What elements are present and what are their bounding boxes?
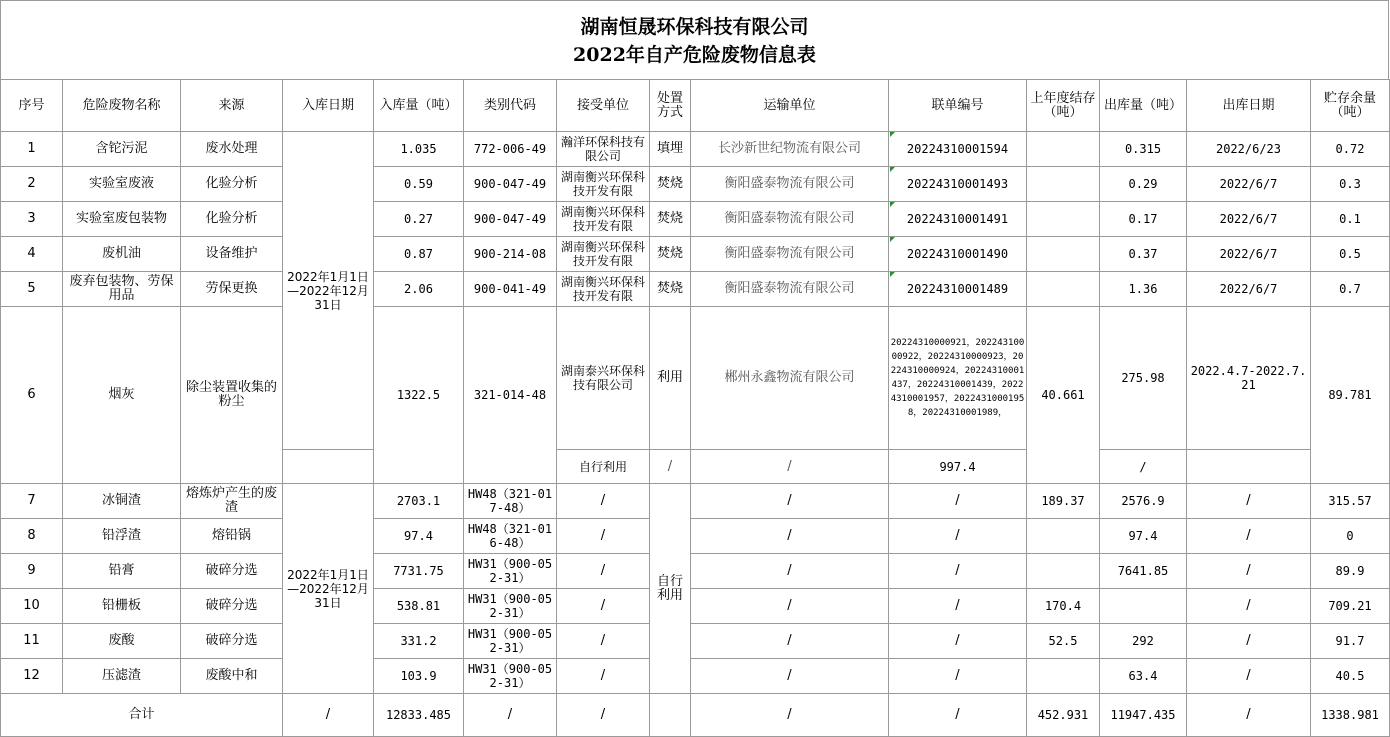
cell-name[interactable]: 冰铜渣 [63,484,181,519]
cell-manifest[interactable] [889,132,1027,167]
table-subtitle: 2022年自产危险废物信息表 [573,44,816,66]
table-row [1,659,1390,694]
total-receiver[interactable]: / [557,694,650,737]
cell-manifest-list[interactable]: 20224310000921，20224310000922，20224310000923，20224310000924，20224310001437，20224310001439，20224310001957，20224310001958，20224310001989， [889,307,1027,450]
cell-name[interactable]: 废机油 [63,237,181,272]
cell-transport[interactable]: 衡阳盛泰物流有限公司 [691,202,889,237]
cell-manifest[interactable]: / [889,624,1027,659]
cell-source[interactable]: 化验分析 [181,202,283,237]
table-row [1,484,1390,519]
header-in-date[interactable]: 入库日期 [283,80,374,132]
cell-last-year[interactable] [1027,519,1100,554]
cell-receiver[interactable]: / [557,589,650,624]
cell-transport[interactable]: 郴州永鑫物流有限公司 [691,307,889,450]
cell-method-sub[interactable]: 自行利用 [557,450,650,484]
cell-in-qty[interactable]: 2703.1 [374,484,464,519]
cell-last-year[interactable] [1027,167,1100,202]
cell-out-qty[interactable]: 7641.85 [1100,554,1187,589]
cell-stock[interactable]: 0.7 [1311,272,1390,307]
cell-out-date[interactable]: / [1187,659,1311,694]
total-code[interactable]: / [464,694,557,737]
cell-in-qty[interactable]: 331.2 [374,624,464,659]
cell-out-qty[interactable]: 0.17 [1100,202,1187,237]
cell-source[interactable]: 破碎分选 [181,589,283,624]
cell-source[interactable]: 废酸中和 [181,659,283,694]
cell-out-qty[interactable]: 63.4 [1100,659,1187,694]
cell-last-year[interactable] [1027,237,1100,272]
cell-in-qty[interactable]: 538.81 [374,589,464,624]
cell-method[interactable]: 利用 [650,307,691,450]
header-receiver[interactable]: 接受单位 [557,80,650,132]
cell-method[interactable]: 焚烧 [650,237,691,272]
cell-seq[interactable]: 11 [1,624,63,659]
cell-receiver[interactable]: 瀚洋环保科技有限公司 [557,132,650,167]
cell-out-qty[interactable]: 97.4 [1100,519,1187,554]
cell-last-year[interactable] [1027,202,1100,237]
cell-transport[interactable]: / [691,589,889,624]
cell-out-qty[interactable]: 0.315 [1100,132,1187,167]
cell-in-qty[interactable]: 1.035 [374,132,464,167]
header-seq[interactable]: 序号 [1,80,63,132]
cell-source[interactable]: 废水处理 [181,132,283,167]
cell-transport[interactable]: / [691,519,889,554]
cell-in-qty[interactable]: 7731.75 [374,554,464,589]
cell-name[interactable]: 含铊污泥 [63,132,181,167]
cell-source[interactable]: 设备维护 [181,237,283,272]
cell-receiver[interactable]: / [557,484,650,519]
cell-name[interactable]: 铅浮渣 [63,519,181,554]
cell-out-qty[interactable]: 275.98 [1100,307,1187,450]
cell-code[interactable]: HW31（900-052-31） [464,624,557,659]
hazardous-waste-table [0,79,1390,737]
cell-transport[interactable]: 衡阳盛泰物流有限公司 [691,167,889,202]
cell-transport[interactable]: / [691,554,889,589]
cell-manifest[interactable] [889,272,1027,307]
cell-method[interactable]: 填埋 [650,132,691,167]
cell-in-date-group-2[interactable]: 2022年1月1日—2022年12月31日 [283,484,374,694]
cell-seq[interactable]: 5 [1,272,63,307]
header-stock[interactable]: 贮存余量（吨） [1311,80,1390,132]
cell-out-date[interactable]: / [1187,589,1311,624]
cell-source[interactable]: 破碎分选 [181,624,283,659]
cell-receiver[interactable]: 湖南衡兴环保科技开发有限 [557,272,650,307]
company-title: 湖南恒晟环保科技有限公司 [580,16,809,38]
cell-name[interactable]: 废弃包装物、劳保用品 [63,272,181,307]
cell-name[interactable]: 废酸 [63,624,181,659]
cell-out-date[interactable]: / [1187,484,1311,519]
table-row [1,167,1390,202]
total-in-qty[interactable]: 12833.485 [374,694,464,737]
cell-receiver[interactable]: 湖南衡兴环保科技开发有限 [557,237,650,272]
cell-seq[interactable]: 1 [1,132,63,167]
cell-code[interactable]: 900-047-49 [464,202,557,237]
cell-in-date-group-1[interactable]: 2022年1月1日—2022年12月31日 [283,132,374,450]
cell-manifest[interactable]: / [889,589,1027,624]
cell-last-year[interactable] [1027,132,1100,167]
cell-out-date[interactable]: 2022/6/23 [1187,132,1311,167]
cell-stock[interactable]: 0.1 [1311,202,1390,237]
header-transport[interactable]: 运输单位 [691,80,889,132]
cell-out-date[interactable]: 2022/6/7 [1187,272,1311,307]
cell-out-qty[interactable]: 0.37 [1100,237,1187,272]
cell-name[interactable]: 铅膏 [63,554,181,589]
cell-code[interactable]: HW31（900-052-31） [464,659,557,694]
cell-out-qty[interactable] [1100,589,1187,624]
cell-name[interactable]: 烟灰 [63,307,181,484]
cell-manifest[interactable]: / [889,554,1027,589]
cell-out-qty[interactable]: 2576.9 [1100,484,1187,519]
header-name[interactable]: 危险废物名称 [63,80,181,132]
cell-out-qty[interactable]: 292 [1100,624,1187,659]
table-row [1,519,1390,554]
title-block [0,0,1389,79]
cell-last-year[interactable] [1027,659,1100,694]
table-row [1,624,1390,659]
cell-stock[interactable]: 89.9 [1311,554,1390,589]
cell-manifest[interactable]: / [889,484,1027,519]
cell-receiver-sub[interactable] [283,450,374,484]
cell-stock[interactable]: 0.72 [1311,132,1390,167]
header-source[interactable]: 来源 [181,80,283,132]
cell-in-qty[interactable]: 103.9 [374,659,464,694]
cell-in-qty[interactable]: 0.87 [374,237,464,272]
cell-code[interactable]: HW31（900-052-31） [464,554,557,589]
cell-out-date[interactable]: / [1187,624,1311,659]
table-row [1,202,1390,237]
cell-out-date[interactable]: / [1187,519,1311,554]
cell-stock[interactable]: 315.57 [1311,484,1390,519]
cell-receiver[interactable]: 湖南衡兴环保科技开发有限 [557,167,650,202]
cell-transport[interactable]: / [691,624,889,659]
cell-transport[interactable]: 衡阳盛泰物流有限公司 [691,272,889,307]
cell-out-date[interactable]: 2022/6/7 [1187,237,1311,272]
cell-name[interactable]: 铅栅板 [63,589,181,624]
cell-out-qty[interactable]: 1.36 [1100,272,1187,307]
cell-last-year[interactable]: 170.4 [1027,589,1100,624]
cell-source[interactable]: 化验分析 [181,167,283,202]
cell-source[interactable]: 熔铅锅 [181,519,283,554]
table-row [1,132,1390,167]
cell-receiver[interactable]: 湖南泰兴环保科技有限公司 [557,307,650,450]
cell-method[interactable]: 焚烧 [650,202,691,237]
cell-seq[interactable]: 10 [1,589,63,624]
table-row [1,272,1390,307]
cell-out-date[interactable]: / [1187,554,1311,589]
cell-method-group[interactable]: 自行利用 [650,484,691,694]
cell-code[interactable]: HW48（321-016-48） [464,519,557,554]
cell-out-date[interactable]: 2022/6/7 [1187,202,1311,237]
cell-source[interactable]: 除尘装置收集的粉尘 [181,307,283,484]
cell-transport[interactable]: / [691,484,889,519]
cell-seq[interactable]: 6 [1,307,63,484]
total-last-year[interactable]: 452.931 [1027,694,1100,737]
header-manifest[interactable]: 联单编号 [889,80,1027,132]
header-last-year[interactable]: 上年度结存（吨） [1027,80,1100,132]
cell-last-year[interactable]: 189.37 [1027,484,1100,519]
manifest-value: 20224310001490 [906,247,1009,261]
header-row [1,80,1390,132]
cell-out-date[interactable]: 2022/6/7 [1187,167,1311,202]
manifest-value: 20224310001594 [906,142,1009,156]
cell-manifest[interactable] [889,167,1027,202]
cell-stock[interactable]: 91.7 [1311,624,1390,659]
cell-code[interactable]: 321-014-48 [464,307,557,484]
header-out-qty[interactable]: 出库量（吨） [1100,80,1187,132]
cell-source[interactable]: 劳保更换 [181,272,283,307]
cell-seq[interactable]: 8 [1,519,63,554]
cell-out-date[interactable]: 2022.4.7-2022.7.21 [1187,307,1311,450]
cell-in-qty[interactable]: 1322.5 [374,307,464,484]
cell-transport[interactable]: / [691,659,889,694]
cell-code[interactable]: 900-047-49 [464,167,557,202]
cell-last-year[interactable]: 52.5 [1027,624,1100,659]
cell-manifest-sub[interactable]: / [691,450,889,484]
cell-last-year[interactable] [1027,272,1100,307]
cell-stock[interactable]: 0.3 [1311,167,1390,202]
cell-seq[interactable]: 7 [1,484,63,519]
total-label[interactable]: 合计 [1,694,283,737]
total-manifest[interactable]: / [889,694,1027,737]
table-row [1,237,1390,272]
cell-seq[interactable]: 12 [1,659,63,694]
total-method[interactable] [650,694,691,737]
manifest-value: 20224310001489 [906,282,1009,296]
header-code[interactable]: 类别代码 [464,80,557,132]
cell-manifest[interactable]: / [889,519,1027,554]
cell-out-qty[interactable]: 0.29 [1100,167,1187,202]
table-row [1,307,1390,450]
header-in-qty[interactable]: 入库量（吨） [374,80,464,132]
cell-receiver[interactable]: / [557,659,650,694]
cell-name[interactable]: 实验室废液 [63,167,181,202]
cell-name[interactable]: 实验室废包装物 [63,202,181,237]
cell-code[interactable]: 772-006-49 [464,132,557,167]
total-transport[interactable]: / [691,694,889,737]
table-row [1,589,1390,624]
cell-out-qty-sub[interactable]: 997.4 [889,450,1027,484]
cell-name[interactable]: 压滤渣 [63,659,181,694]
cell-receiver[interactable]: / [557,554,650,589]
cell-in-qty[interactable]: 97.4 [374,519,464,554]
cell-code[interactable]: 900-041-49 [464,272,557,307]
cell-seq[interactable]: 4 [1,237,63,272]
cell-stock[interactable]: 89.781 [1311,307,1390,484]
cell-transport[interactable]: 衡阳盛泰物流有限公司 [691,237,889,272]
cell-stock[interactable]: 0.5 [1311,237,1390,272]
cell-in-qty[interactable]: 0.59 [374,167,464,202]
table-row [1,554,1390,589]
header-method[interactable]: 处置方式 [650,80,691,132]
cell-out-date-sub[interactable]: / [1100,450,1187,484]
cell-last-year[interactable] [1027,554,1100,589]
cell-seq[interactable]: 3 [1,202,63,237]
cell-receiver[interactable]: / [557,624,650,659]
cell-code[interactable]: HW31（900-052-31） [464,589,557,624]
cell-method[interactable]: 焚烧 [650,272,691,307]
cell-in-qty[interactable]: 2.06 [374,272,464,307]
cell-receiver[interactable]: 湖南衡兴环保科技开发有限 [557,202,650,237]
total-in-date[interactable]: / [283,694,374,737]
cell-last-year[interactable]: 40.661 [1027,307,1100,484]
cell-transport[interactable]: 长沙新世纪物流有限公司 [691,132,889,167]
total-out-qty[interactable]: 11947.435 [1100,694,1187,737]
cell-manifest[interactable]: / [889,659,1027,694]
cell-source[interactable]: 熔炼炉产生的废渣 [181,484,283,519]
cell-manifest[interactable] [889,237,1027,272]
cell-stock[interactable]: 40.5 [1311,659,1390,694]
manifest-value: 20224310001493 [906,177,1009,191]
cell-receiver[interactable]: / [557,519,650,554]
cell-source[interactable]: 破碎分选 [181,554,283,589]
cell-stock[interactable]: 0 [1311,519,1390,554]
cell-in-qty[interactable]: 0.27 [374,202,464,237]
total-stock[interactable]: 1338.981 [1311,694,1390,737]
cell-transport-sub[interactable]: / [650,450,691,484]
cell-stock[interactable]: 709.21 [1311,589,1390,624]
header-out-date[interactable]: 出库日期 [1187,80,1311,132]
cell-manifest[interactable] [889,202,1027,237]
total-row [1,694,1390,737]
cell-code[interactable]: 900-214-08 [464,237,557,272]
cell-method[interactable]: 焚烧 [650,167,691,202]
cell-seq[interactable]: 9 [1,554,63,589]
cell-code[interactable]: HW48（321-017-48） [464,484,557,519]
cell-seq[interactable]: 2 [1,167,63,202]
total-out-date[interactable]: / [1187,694,1311,737]
manifest-value: 20224310001491 [906,212,1009,226]
